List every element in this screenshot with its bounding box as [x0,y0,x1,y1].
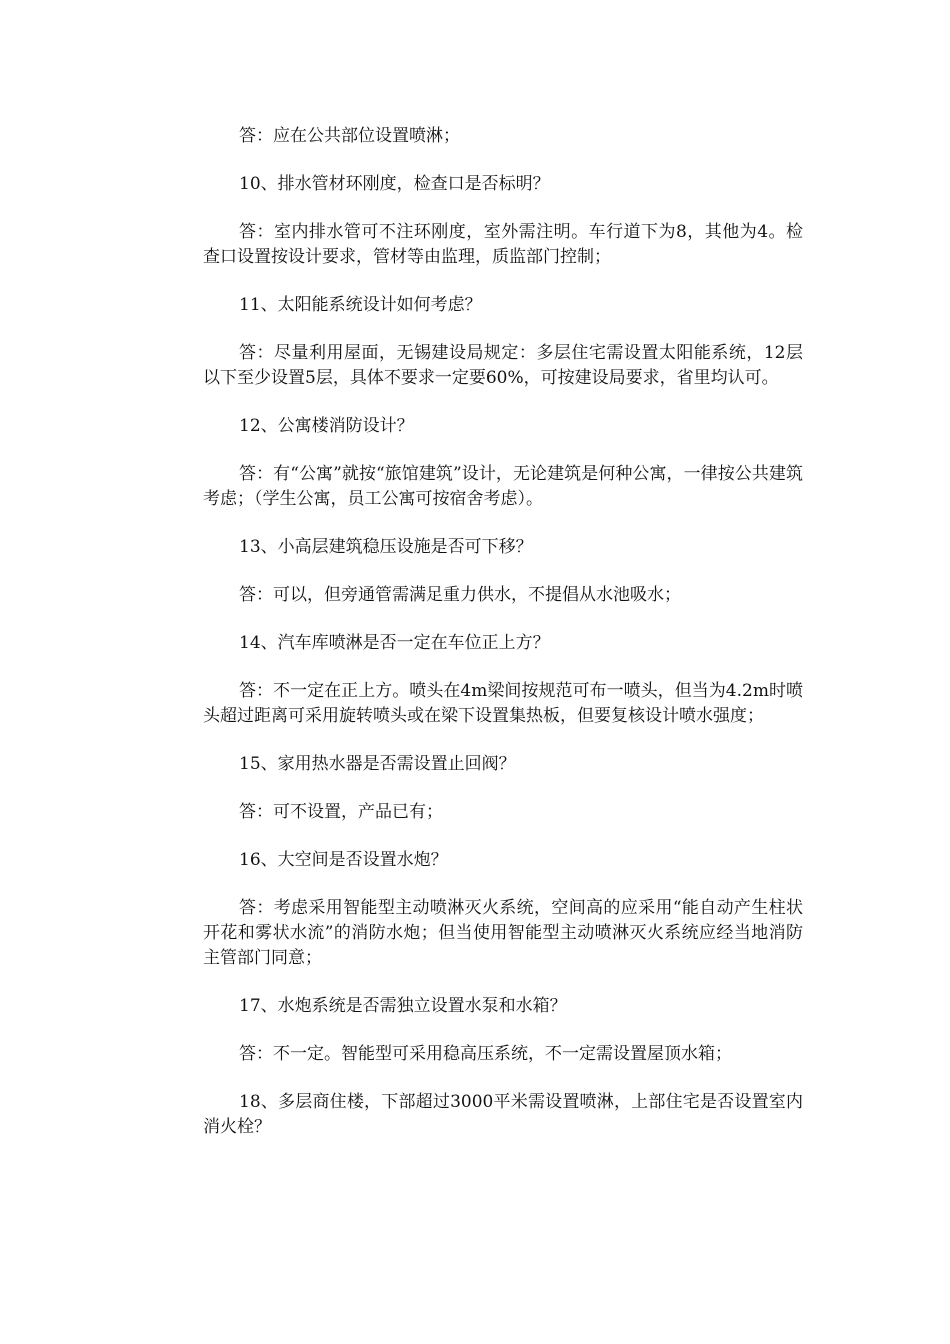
answer-17: 答：不一定。智能型可采用稳高压系统，不一定需设置屋顶水箱； [239,1044,732,1064]
question-13: 13、小高层建筑稳压设施是否可下移？ [239,537,533,557]
question-10: 10、排水管材环刚度，检查口是否标明？ [239,174,550,194]
answer-9: 答：应在公共部位设置喷淋； [239,126,460,146]
answer-12: 答：有“公寓”就按“旅馆建筑”设计，无论建筑是何种公寓，一律按公共建筑考虑；（学生公寓，员工公寓可按宿舍考虑）。 [203,464,803,509]
question-17: 17、水炮系统是否需独立设置水泵和水箱？ [239,996,567,1016]
answer-10: 答：室内排水管可不注环刚度，室外需注明。车行道下为8，其他为4。检查口设置按设计要求，管材等由监理，质监部门控制； [203,222,803,267]
document-page [203,124,803,1163]
answer-14: 答：不一定在正上方。喷头在4m梁间按规范可布一喷头，但当为4.2m时喷头超过距离可采用旋转喷头或在梁下设置集热板，但要复核设计喷水强度； [203,681,803,726]
question-16: 16、大空间是否设置水炮？ [239,850,448,870]
question-15: 15、家用热水器是否需设置止回阀？ [239,754,516,774]
answer-11: 答：尽量利用屋面，无锡建设局规定：多层住宅需设置太阳能系统，12层以下至少设置5层，具体不要求一定要60%，可按建设局要求，省里均认可。 [203,343,803,388]
answer-16: 答：考虑采用智能型主动喷淋灭火系统，空间高的应采用“能自动产生柱状开花和雾状水流”的消防水炮；但当使用智能型主动喷淋灭火系统应经当地消防主管部门同意； [203,898,803,968]
answer-13: 答：可以，但旁通管需满足重力供水，不提倡从水池吸水； [239,585,681,605]
question-14: 14、汽车库喷淋是否一定在车位正上方？ [239,633,550,653]
question-18: 18、多层商住楼，下部超过3000平米需设置喷淋，上部住宅是否设置室内消火栓？ [203,1092,803,1137]
answer-15: 答：可不设置，产品已有； [239,802,443,822]
question-11: 11、太阳能系统设计如何考虑？ [239,295,482,315]
question-12: 12、公寓楼消防设计？ [239,416,414,436]
